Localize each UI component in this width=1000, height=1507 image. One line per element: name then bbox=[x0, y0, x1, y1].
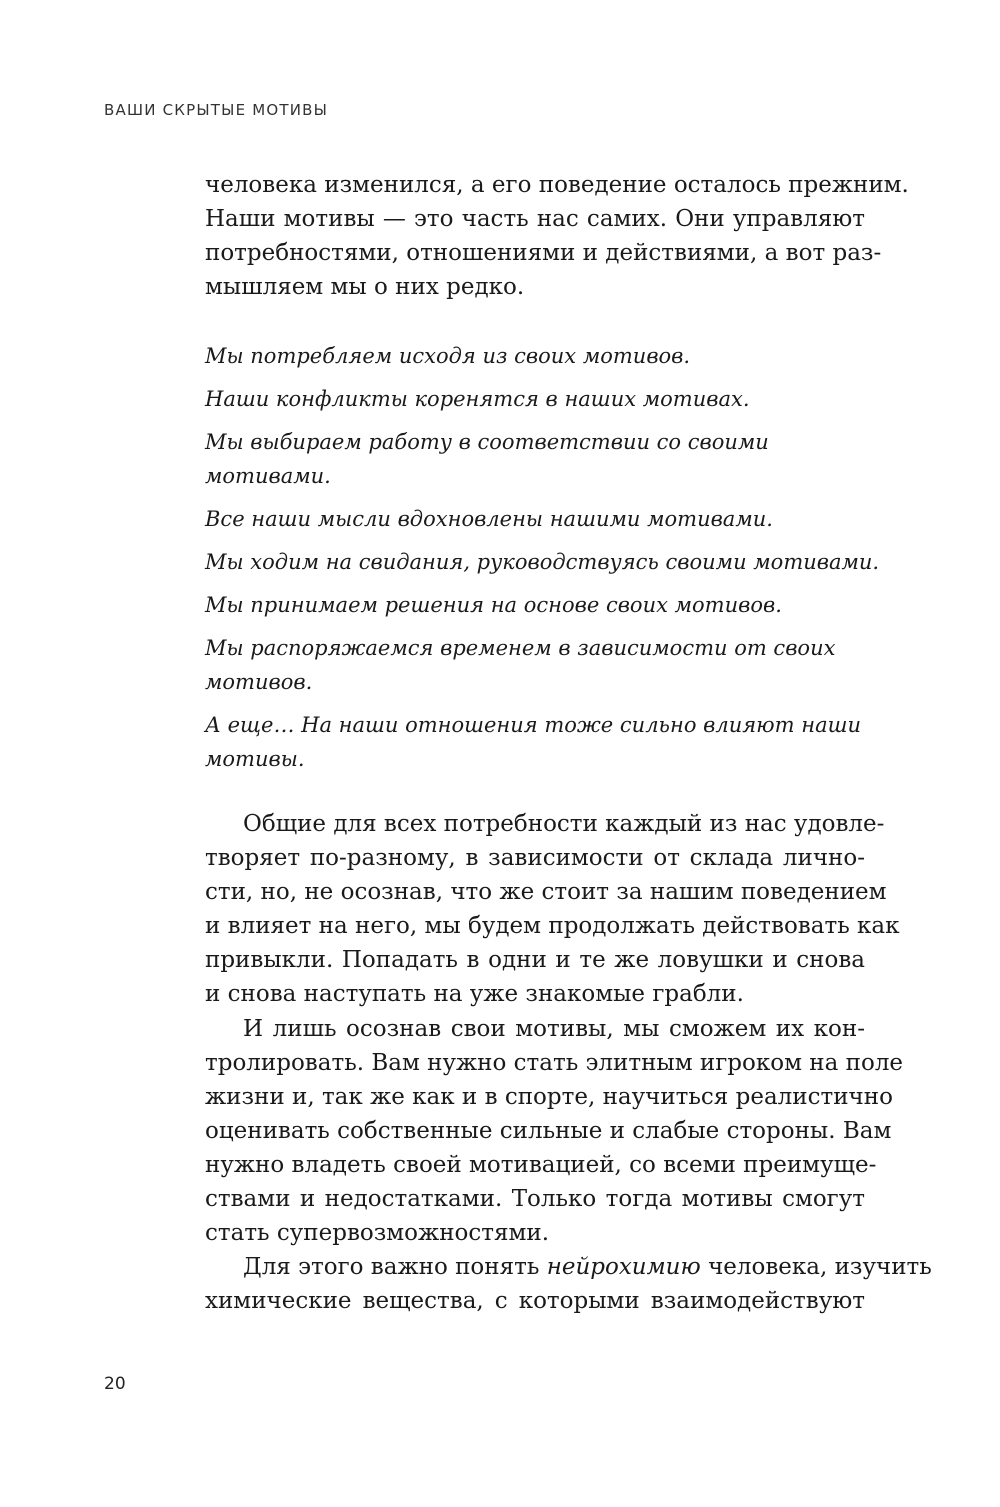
text-line: привыкли. Попадать в одни и те же ловушки и снова bbox=[205, 947, 865, 973]
emphasized-term: нейрохимию bbox=[546, 1254, 701, 1280]
italic-line: Мы потребляем исходя из своих мотивов. bbox=[205, 344, 691, 368]
italic-statements bbox=[205, 339, 885, 776]
italic-line: Мы выбираем работу в соответствии со своими bbox=[205, 430, 769, 454]
text-line: ствами и недостатками. Только тогда мотивы смогут bbox=[205, 1186, 865, 1212]
intro-paragraph bbox=[205, 168, 909, 304]
italic-line: Мы ходим на свидания, руководствуясь своими мотивами. bbox=[205, 550, 880, 574]
text-line: оценивать собственные сильные и слабые стороны. Вам bbox=[205, 1118, 892, 1144]
italic-line: мотивами. bbox=[205, 464, 331, 488]
italic-line: Мы принимаем решения на основе своих мотивов. bbox=[205, 593, 782, 617]
text-line: химические вещества, с которыми взаимодействуют bbox=[205, 1288, 865, 1314]
italic-line: мотивы. bbox=[205, 747, 305, 771]
text-line: сти, но, не осознав, что же стоит за нашим поведением bbox=[205, 879, 887, 905]
text-line: Наши мотивы — это часть нас самих. Они управляют bbox=[205, 206, 865, 232]
text-line: тролировать. Вам нужно стать элитным игроком на поле bbox=[205, 1050, 904, 1076]
paragraph-2 bbox=[205, 1012, 904, 1250]
italic-line: Все наши мысли вдохновлены нашими мотивами. bbox=[205, 507, 773, 531]
text-line: и снова наступать на уже знакомые грабли. bbox=[205, 981, 744, 1007]
text-line: И лишь осознав свои мотивы, мы сможем их кон- bbox=[243, 1016, 865, 1042]
text-line: потребностями, отношениями и действиями, а вот раз- bbox=[205, 240, 882, 266]
text-line bbox=[205, 1250, 932, 1284]
text-line: творяет по-разному, в зависимости от склада лично- bbox=[205, 845, 865, 871]
text-fragment: Для этого важно понять bbox=[243, 1254, 540, 1280]
italic-line: Мы распоряжаемся временем в зависимости от своих bbox=[205, 636, 836, 660]
text-line: нужно владеть своей мотивацией, со всеми преимуще- bbox=[205, 1152, 877, 1178]
page-number: 20 bbox=[104, 1374, 126, 1394]
running-head: ВАШИ СКРЫТЫЕ МОТИВЫ bbox=[104, 101, 329, 119]
paragraph-3 bbox=[205, 1250, 932, 1318]
italic-line: мотивов. bbox=[205, 670, 313, 694]
text-fragment: человека, изучить bbox=[708, 1254, 932, 1280]
italic-line: А еще… На наши отношения тоже сильно влияют наши bbox=[205, 713, 862, 737]
text-line: мышляем мы о них редко. bbox=[205, 274, 525, 300]
text-line: Общие для всех потребности каждый из нас удовле- bbox=[243, 811, 885, 837]
italic-line: Наши конфликты коренятся в наших мотивах. bbox=[205, 387, 750, 411]
text-line: жизни и, так же как и в спорте, научиться реалистично bbox=[205, 1084, 893, 1110]
paragraph-1 bbox=[205, 807, 900, 1011]
text-line: стать супервозможностями. bbox=[205, 1220, 550, 1246]
text-line: и влияет на него, мы будем продолжать действовать как bbox=[205, 913, 900, 939]
text-line: человека изменился, а его поведение осталось прежним. bbox=[205, 172, 909, 198]
